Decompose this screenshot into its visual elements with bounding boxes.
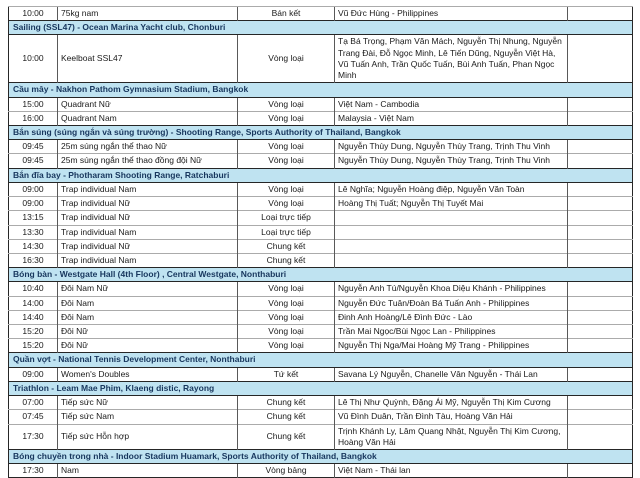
section-title: Quần vợt - National Tennis Development Center, Nonthaburi bbox=[9, 353, 633, 367]
event-extra-cell bbox=[568, 97, 633, 111]
table-row bbox=[9, 296, 633, 310]
event-participants: Nguyễn Thùy Dung, Nguyễn Thùy Trang, Trịnh Thu Vinh bbox=[335, 140, 568, 154]
event-name: Trap individual Nữ bbox=[58, 197, 238, 211]
event-time: 17:30 bbox=[9, 424, 58, 449]
event-extra-cell bbox=[568, 35, 633, 83]
event-time: 15:20 bbox=[9, 325, 58, 339]
event-name: Đôi Nữ bbox=[58, 325, 238, 339]
section-header-row bbox=[9, 125, 633, 139]
table-row bbox=[9, 410, 633, 424]
event-time: 09:45 bbox=[9, 154, 58, 168]
event-name: Trap individual Nam bbox=[58, 182, 238, 196]
section-title: Cầu mây - Nakhon Pathom Gymnasium Stadium, Bangkok bbox=[9, 83, 633, 97]
event-extra-cell bbox=[568, 367, 633, 381]
schedule-table bbox=[8, 6, 633, 478]
event-round: Bán kết bbox=[238, 7, 335, 21]
event-participants: Trịnh Khánh Ly, Lâm Quang Nhật, Nguyễn Thị Kim Cương, Hoàng Văn Hải bbox=[335, 424, 568, 449]
event-time: 14:00 bbox=[9, 296, 58, 310]
table-row bbox=[9, 111, 633, 125]
event-round: Vòng loại bbox=[238, 140, 335, 154]
event-extra-cell bbox=[568, 239, 633, 253]
event-participants: Việt Nam - Thái lan bbox=[335, 464, 568, 478]
section-title: Sailing (SSL47) - Ocean Marina Yacht club, Chonburi bbox=[9, 21, 633, 35]
event-participants: Đinh Anh Hoàng/Lê Đình Đức - Lào bbox=[335, 310, 568, 324]
event-time: 09:00 bbox=[9, 197, 58, 211]
event-time: 09:45 bbox=[9, 140, 58, 154]
event-participants: Lê Thị Như Quỳnh, Đặng Ái Mỹ, Nguyễn Thị Kim Cương bbox=[335, 396, 568, 410]
event-name: Trap individual Nam bbox=[58, 253, 238, 267]
event-time: 10:00 bbox=[9, 7, 58, 21]
table-row bbox=[9, 225, 633, 239]
event-time: 16:00 bbox=[9, 111, 58, 125]
table-row bbox=[9, 154, 633, 168]
event-extra-cell bbox=[568, 424, 633, 449]
event-name: Trap individual Nữ bbox=[58, 211, 238, 225]
event-name: Trap individual Nữ bbox=[58, 239, 238, 253]
event-participants: Vũ Đình Duân, Trần Đình Tàu, Hoàng Văn Hải bbox=[335, 410, 568, 424]
event-name: Đôi Nữ bbox=[58, 339, 238, 353]
table-row bbox=[9, 35, 633, 83]
event-extra-cell bbox=[568, 310, 633, 324]
event-round: Loại trực tiếp bbox=[238, 211, 335, 225]
event-name: Quadrant Nữ bbox=[58, 97, 238, 111]
event-round: Vòng loại bbox=[238, 111, 335, 125]
event-round: Vòng loại bbox=[238, 296, 335, 310]
event-round: Tứ kết bbox=[238, 367, 335, 381]
event-extra-cell bbox=[568, 182, 633, 196]
event-round: Vòng loại bbox=[238, 97, 335, 111]
event-extra-cell bbox=[568, 225, 633, 239]
event-extra-cell bbox=[568, 7, 633, 21]
table-row bbox=[9, 282, 633, 296]
event-participants: Malaysia - Việt Nam bbox=[335, 111, 568, 125]
section-header-row bbox=[9, 450, 633, 464]
event-time: 17:30 bbox=[9, 464, 58, 478]
event-extra-cell bbox=[568, 253, 633, 267]
event-time: 10:40 bbox=[9, 282, 58, 296]
event-participants bbox=[335, 253, 568, 267]
event-participants: Nguyễn Thị Nga/Mai Hoàng Mỹ Trang - Philippines bbox=[335, 339, 568, 353]
event-name: Đôi Nam Nữ bbox=[58, 282, 238, 296]
table-row bbox=[9, 396, 633, 410]
event-participants bbox=[335, 211, 568, 225]
event-round: Vòng loại bbox=[238, 339, 335, 353]
event-participants: Việt Nam - Cambodia bbox=[335, 97, 568, 111]
event-round: Chung kết bbox=[238, 410, 335, 424]
section-title: Triathlon - Leam Mae Phim, Klaeng distic, Rayong bbox=[9, 381, 633, 395]
event-round: Loại trực tiếp bbox=[238, 225, 335, 239]
event-extra-cell bbox=[568, 464, 633, 478]
table-row bbox=[9, 310, 633, 324]
table-row bbox=[9, 253, 633, 267]
event-time: 14:40 bbox=[9, 310, 58, 324]
event-extra-cell bbox=[568, 296, 633, 310]
event-name: 25m súng ngắn thể thao Nữ bbox=[58, 140, 238, 154]
event-extra-cell bbox=[568, 396, 633, 410]
event-round: Vòng loại bbox=[238, 197, 335, 211]
section-header-row bbox=[9, 381, 633, 395]
table-row bbox=[9, 464, 633, 478]
event-extra-cell bbox=[568, 211, 633, 225]
event-participants: Vũ Đức Hùng - Philippines bbox=[335, 7, 568, 21]
event-participants: Nguyễn Đức Tuân/Đoàn Bá Tuấn Anh - Philippines bbox=[335, 296, 568, 310]
section-title: Bắn súng (súng ngắn và súng trường) - Shooting Range, Sports Authority of Thailand, Bangkok bbox=[9, 125, 633, 139]
event-participants: Tạ Bá Trọng, Phạm Văn Mách, Nguyễn Thị Nhung, Nguyễn Trang Đài, Đỗ Ngọc Minh, Lê Tiến Dũng, Nguyễn Việt Hà, Vũ Tuấn Anh, Trần Quốc Tuấn, Bùi Anh Tuấn, Phan Ngọc Minh bbox=[335, 35, 568, 83]
event-name: Trap individual Nam bbox=[58, 225, 238, 239]
event-time: 16:30 bbox=[9, 253, 58, 267]
table-row bbox=[9, 97, 633, 111]
event-participants: Nguyễn Anh Tú/Nguyễn Khoa Diệu Khánh - Philippines bbox=[335, 282, 568, 296]
table-row bbox=[9, 339, 633, 353]
event-participants: Lê Nghĩa; Nguyễn Hoàng điệp, Nguyễn Văn Toàn bbox=[335, 182, 568, 196]
event-time: 13:15 bbox=[9, 211, 58, 225]
event-round: Chung kết bbox=[238, 253, 335, 267]
event-name: 75kg nam bbox=[58, 7, 238, 21]
event-participants: Savana Lý Nguyễn, Chanelle Vân Nguyễn - Thái Lan bbox=[335, 367, 568, 381]
event-time: 14:30 bbox=[9, 239, 58, 253]
table-row bbox=[9, 211, 633, 225]
table-row bbox=[9, 197, 633, 211]
event-round: Vòng loại bbox=[238, 154, 335, 168]
event-round: Chung kết bbox=[238, 424, 335, 449]
event-participants: Trần Mai Ngọc/Bùi Ngọc Lan - Philippines bbox=[335, 325, 568, 339]
event-round: Vòng loại bbox=[238, 325, 335, 339]
event-round: Chung kết bbox=[238, 396, 335, 410]
event-round: Vòng loại bbox=[238, 182, 335, 196]
table-row bbox=[9, 182, 633, 196]
event-name: Women's Doubles bbox=[58, 367, 238, 381]
event-name: Đôi Nam bbox=[58, 310, 238, 324]
event-name: Keelboat SSL47 bbox=[58, 35, 238, 83]
section-header-row bbox=[9, 83, 633, 97]
table-row bbox=[9, 140, 633, 154]
section-header-row bbox=[9, 268, 633, 282]
section-title: Bóng bàn - Westgate Hall (4th Floor) , Central Westgate, Nonthaburi bbox=[9, 268, 633, 282]
event-round: Chung kết bbox=[238, 239, 335, 253]
section-header-row bbox=[9, 168, 633, 182]
event-extra-cell bbox=[568, 140, 633, 154]
table-row bbox=[9, 7, 633, 21]
event-name: Nam bbox=[58, 464, 238, 478]
event-time: 10:00 bbox=[9, 35, 58, 83]
event-extra-cell bbox=[568, 339, 633, 353]
event-extra-cell bbox=[568, 282, 633, 296]
schedule-body bbox=[9, 7, 633, 478]
table-row bbox=[9, 325, 633, 339]
table-row bbox=[9, 367, 633, 381]
event-time: 07:45 bbox=[9, 410, 58, 424]
table-row bbox=[9, 239, 633, 253]
event-time: 15:00 bbox=[9, 97, 58, 111]
event-round: Vòng loại bbox=[238, 35, 335, 83]
event-time: 09:00 bbox=[9, 182, 58, 196]
event-time: 13:30 bbox=[9, 225, 58, 239]
event-name: 25m súng ngắn thể thao đồng đội Nữ bbox=[58, 154, 238, 168]
event-participants: Nguyễn Thùy Dung, Nguyễn Thùy Trang, Trịnh Thu Vinh bbox=[335, 154, 568, 168]
event-name: Tiếp sức Nữ bbox=[58, 396, 238, 410]
event-extra-cell bbox=[568, 154, 633, 168]
event-extra-cell bbox=[568, 325, 633, 339]
event-participants: Hoàng Thị Tuất; Nguyễn Thị Tuyết Mai bbox=[335, 197, 568, 211]
section-header-row bbox=[9, 353, 633, 367]
event-round: Vòng loại bbox=[238, 282, 335, 296]
event-participants bbox=[335, 239, 568, 253]
event-extra-cell bbox=[568, 111, 633, 125]
event-time: 15:20 bbox=[9, 339, 58, 353]
event-name: Tiếp sức Hỗn hợp bbox=[58, 424, 238, 449]
event-time: 07:00 bbox=[9, 396, 58, 410]
event-extra-cell bbox=[568, 197, 633, 211]
section-title: Bóng chuyền trong nhà - Indoor Stadium Huamark, Sports Authority of Thailand, Bangkok bbox=[9, 450, 633, 464]
event-name: Đôi Nam bbox=[58, 296, 238, 310]
event-name: Quadrant Nam bbox=[58, 111, 238, 125]
event-name: Tiếp sức Nam bbox=[58, 410, 238, 424]
section-header-row bbox=[9, 21, 633, 35]
event-extra-cell bbox=[568, 410, 633, 424]
event-time: 09:00 bbox=[9, 367, 58, 381]
event-round: Vòng bảng bbox=[238, 464, 335, 478]
event-round: Vòng loại bbox=[238, 310, 335, 324]
event-participants bbox=[335, 225, 568, 239]
section-title: Bắn đĩa bay - Photharam Shooting Range, Ratchaburi bbox=[9, 168, 633, 182]
table-row bbox=[9, 424, 633, 449]
